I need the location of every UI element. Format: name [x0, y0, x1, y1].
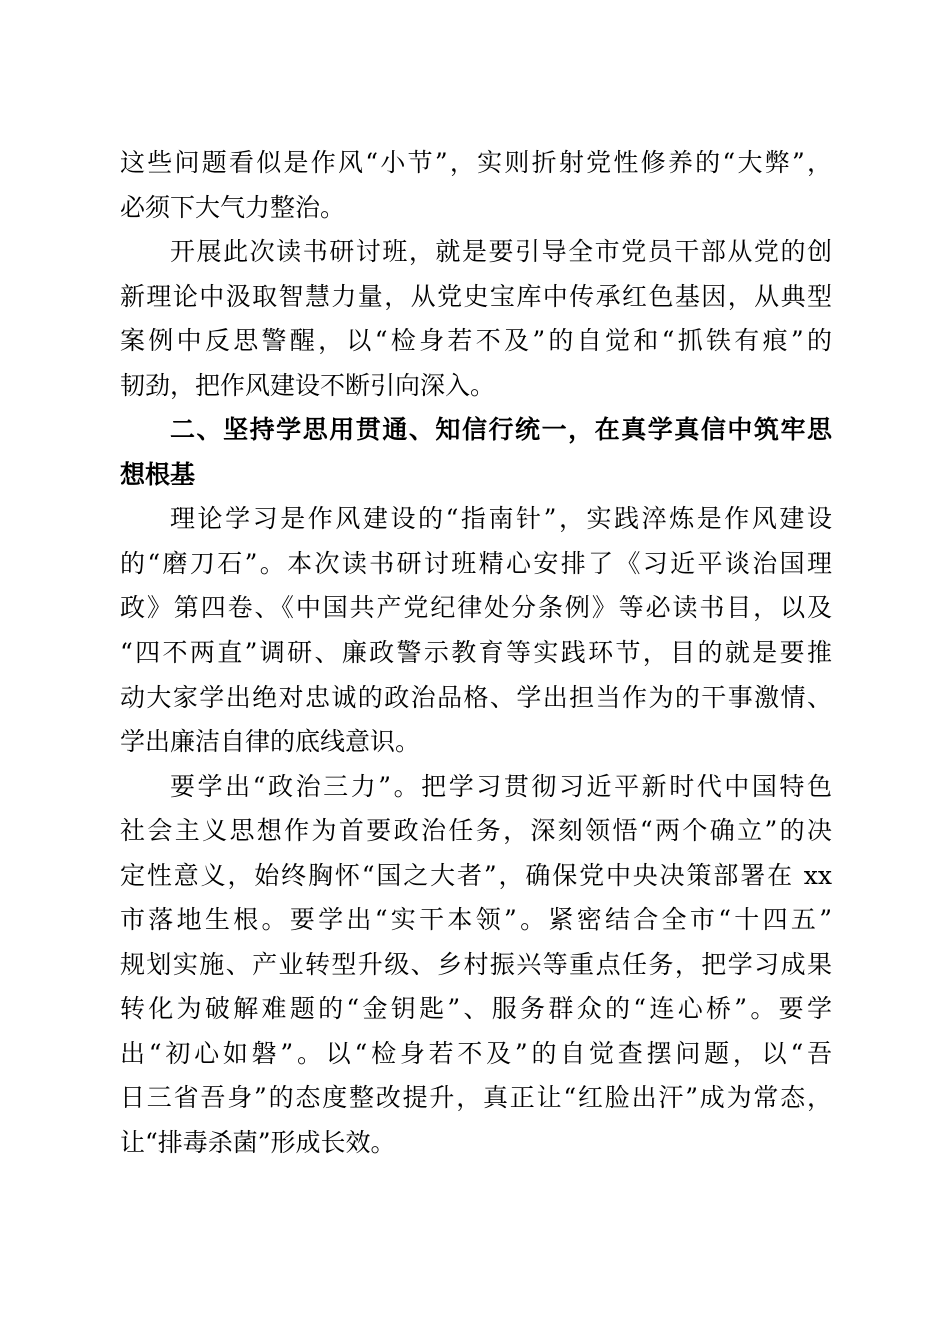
paragraph-line: 韧劲，把作风建设不断引向深入。: [120, 370, 496, 400]
heading-line: 二、坚持学思用贯通、知信行统一，在真学真信中筑牢思: [170, 415, 832, 445]
paragraph-line: 让“排毒杀菌”形成长效。: [120, 1128, 396, 1158]
paragraph-reading-class-purpose: [120, 230, 832, 408]
paragraph-line: 的“磨刀石”。本次读书研讨班精心安排了《习近平谈治国理: [120, 548, 832, 578]
paragraph-learning-goals: [120, 765, 832, 1166]
paragraph-line: 规划实施、产业转型升级、乡村振兴等重点任务，把学习成果: [120, 949, 832, 979]
paragraph-line: 要学出“政治三力”。把学习贯彻习近平新时代中国特色: [170, 771, 832, 801]
paragraph-line: 市落地生根。要学出“实干本领”。紧密结合全市“十四五”: [120, 905, 832, 935]
paragraph-line: 出“初心如磐”。以“检身若不及”的自觉查摆问题，以“吾: [120, 1038, 832, 1068]
paragraph-line: 政》第四卷、《中国共产党纪律处分条例》等必读书目，以及: [120, 593, 832, 623]
paragraph-line: 案例中反思警醒，以“检身若不及”的自觉和“抓铁有痕”的: [120, 326, 832, 356]
heading-line: 想根基: [120, 459, 196, 489]
paragraph-continued: [120, 141, 832, 230]
paragraph-line: 新理论中汲取智慧力量，从党史宝库中传承红色基因，从典型: [120, 281, 832, 311]
paragraph-line: 动大家学出绝对忠诚的政治品格、学出担当作为的干事激情、: [120, 682, 832, 712]
paragraph-line: 开展此次读书研讨班，就是要引导全市党员干部从党的创: [170, 237, 832, 267]
paragraph-theory-study: [120, 497, 832, 764]
paragraph-line: 定性意义，始终胸怀“国之大者”，确保党中央决策部署在 xx: [120, 860, 832, 890]
section-heading: [120, 408, 832, 497]
paragraph-line: 转化为破解难题的“金钥匙”、服务群众的“连心桥”。要学: [120, 994, 832, 1024]
document-body: [120, 141, 832, 1166]
paragraph-line: 社会主义思想作为首要政治任务，深刻领悟“两个确立”的决: [120, 816, 832, 846]
paragraph-line: 日三省吾身”的态度整改提升，真正让“红脸出汗”成为常态，: [120, 1083, 832, 1113]
paragraph-line: 这些问题看似是作风“小节”，实则折射党性修养的“大弊”，: [120, 148, 832, 177]
paragraph-line: 学出廉洁自律的底线意识。: [120, 727, 421, 757]
paragraph-line: 理论学习是作风建设的“指南针”，实践淬炼是作风建设: [170, 504, 832, 534]
paragraph-line: 必须下大气力整治。: [120, 192, 346, 222]
paragraph-line: “四不两直”调研、廉政警示教育等实践环节，目的就是要推: [120, 638, 832, 668]
